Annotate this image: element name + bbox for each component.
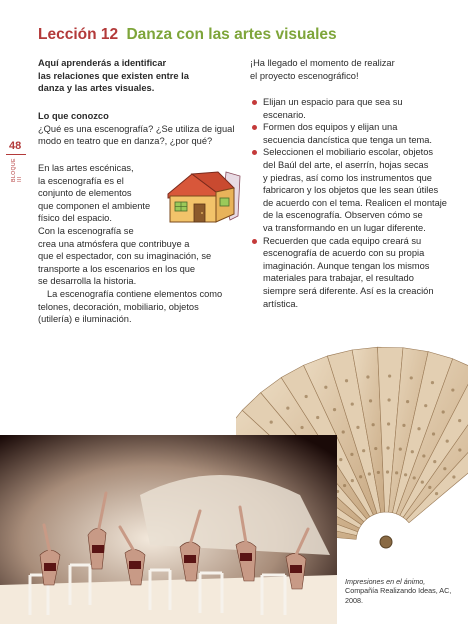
body-right-intro	[250, 57, 450, 82]
body-line: transporte a los escenarios en los que	[38, 263, 196, 274]
body-line: conjunto de elementos	[38, 188, 132, 199]
fan-carving	[386, 446, 389, 449]
caption-line: Compañía Realizando Ideas, AC,	[345, 586, 452, 596]
activity-line: materiales para trabajar, el resultado	[263, 273, 414, 284]
intro-line: las relaciones que existen entre la	[38, 70, 189, 81]
activity-line: y piedras, así como los instrumentos que	[263, 172, 432, 183]
fan-carving	[443, 467, 446, 470]
fan-carving	[421, 481, 424, 484]
body-line: que el espectador, con su imaginación, se	[38, 251, 212, 262]
fan-carving	[413, 476, 416, 479]
body-line: La escenografía contiene elementos como	[47, 288, 223, 299]
fan-carving	[431, 381, 434, 384]
fan-carving	[387, 398, 390, 401]
fan-carving	[388, 374, 391, 377]
fan-carving	[399, 447, 402, 450]
fan-carving	[402, 424, 405, 427]
activity-line: fabricaron y los objetos que les sean útiles	[263, 185, 439, 196]
activity-line: escenografía de acuerdo con su propia	[263, 248, 425, 259]
activity-list	[250, 96, 450, 310]
fan-carving	[359, 475, 362, 478]
fan-carving	[433, 460, 436, 463]
fan-carving	[339, 458, 342, 461]
dance-performance-photo	[0, 435, 337, 624]
body-line: físico del espacio.	[38, 213, 112, 224]
fan-carving	[386, 470, 389, 473]
fan-carving	[428, 486, 431, 489]
fan-carving	[451, 388, 454, 391]
fan-carving	[442, 410, 445, 413]
right-intro-line: el proyecto escenográfico!	[250, 70, 359, 81]
body-line: telones, decoración, mobiliario, objetos	[38, 301, 199, 312]
activity-line: escenario.	[263, 109, 306, 120]
activity-item	[250, 121, 450, 146]
body-line: Con la escenografía se	[38, 225, 134, 236]
activity-line: de la escenografía. Observen cómo se	[263, 210, 423, 221]
fan-carving	[410, 376, 413, 379]
bloque-label: BLOQUE III	[11, 158, 23, 182]
fan-carving	[362, 449, 365, 452]
activity-line: Recuerden que cada equipo creará su	[263, 235, 422, 246]
caption-line: 2008.	[345, 595, 363, 605]
body-line: que componen el ambiente	[38, 200, 151, 211]
fan-carving	[458, 419, 461, 422]
fan-carving	[377, 471, 380, 474]
photo-caption	[345, 577, 455, 605]
fan-carving	[422, 454, 425, 457]
body-line: En las artes escénicas,	[38, 163, 134, 173]
body-line: se desarrolla la historia.	[38, 276, 137, 287]
activity-line: artística.	[263, 298, 299, 309]
side-divider	[6, 154, 26, 155]
body-line: crea una atmósfera que contribuye a	[38, 238, 190, 249]
intro-line: danza y las artes visuales.	[38, 83, 155, 94]
fan-carving	[368, 472, 371, 475]
fan-carving	[372, 423, 375, 426]
fan-carving	[369, 399, 372, 402]
fan-carving	[350, 453, 353, 456]
activity-line: del Baúl del arte, el aserrín, hojas secas	[263, 159, 429, 170]
fan-carving	[351, 479, 354, 482]
fan-carving	[345, 379, 348, 382]
lesson-number: Lección 12	[38, 26, 119, 43]
fan-carving	[366, 375, 369, 378]
activity-item	[250, 235, 450, 311]
fan-carving	[305, 395, 308, 398]
fan-carving	[316, 416, 319, 419]
fan-carving	[343, 484, 346, 487]
section-heading: Lo que conozco	[38, 111, 109, 121]
fan-carving	[432, 432, 435, 435]
body-line: (utilería) e iluminación.	[38, 314, 132, 325]
activity-line: siempre será diferente. Así es la creación	[263, 285, 434, 296]
page-number: 48	[9, 140, 22, 152]
fan-carving	[452, 475, 455, 478]
right-intro-line: ¡Ha llegado el momento de realizar	[250, 58, 395, 68]
intro-line: Aquí aprenderás a identificar	[38, 58, 167, 68]
fan-carving	[351, 402, 354, 405]
activity-line: secuencia dancística que tenga un tema.	[263, 134, 433, 145]
house-illustration	[158, 166, 242, 228]
lesson-name: Danza con las artes visuales	[126, 26, 337, 43]
fan-carving	[406, 400, 409, 403]
fan-carving	[411, 450, 414, 453]
activity-line: va transformando en un lugar diferente.	[263, 222, 426, 233]
fan-carving	[333, 408, 336, 411]
lesson-title	[38, 26, 337, 44]
fan-carving	[342, 430, 345, 433]
fan-carving	[395, 471, 398, 474]
fan-carving	[270, 420, 273, 423]
intro-text	[38, 57, 189, 95]
fan-carving	[446, 440, 449, 443]
lo-que-conozco-section	[38, 110, 234, 148]
question-line: ¿Qué es una escenografía? ¿Se utiliza de igual	[38, 123, 235, 134]
activity-line: Formen dos equipos y elijan una	[263, 122, 398, 133]
fan-carving	[300, 426, 303, 429]
fan-carving	[387, 422, 390, 425]
fan-carving	[356, 426, 359, 429]
activity-item	[250, 146, 450, 234]
fan-carving	[424, 404, 427, 407]
fan-carving	[435, 492, 438, 495]
activity-item	[250, 96, 450, 121]
fan-carving	[374, 447, 377, 450]
fan-carving	[404, 473, 407, 476]
fan-carving	[286, 407, 289, 410]
activity-line: de acuerdo con el tema. Realicen el montaje	[263, 197, 447, 208]
activity-line: imaginación. Aunque tengan los mismos	[263, 260, 430, 271]
activity-line: Seleccionen el mobiliario escolar, objetos	[263, 147, 434, 158]
fan-carving	[417, 427, 420, 430]
caption-title: Impresiones en el ánimo,	[345, 577, 426, 586]
body-line: la escenografía es el	[38, 175, 124, 186]
activity-line: Elijan un espacio para que sea su	[263, 97, 403, 107]
fan-carving	[458, 448, 461, 451]
fan-carving	[324, 386, 327, 389]
question-line: modo en teatro que en danza?, ¿por qué?	[38, 136, 213, 147]
